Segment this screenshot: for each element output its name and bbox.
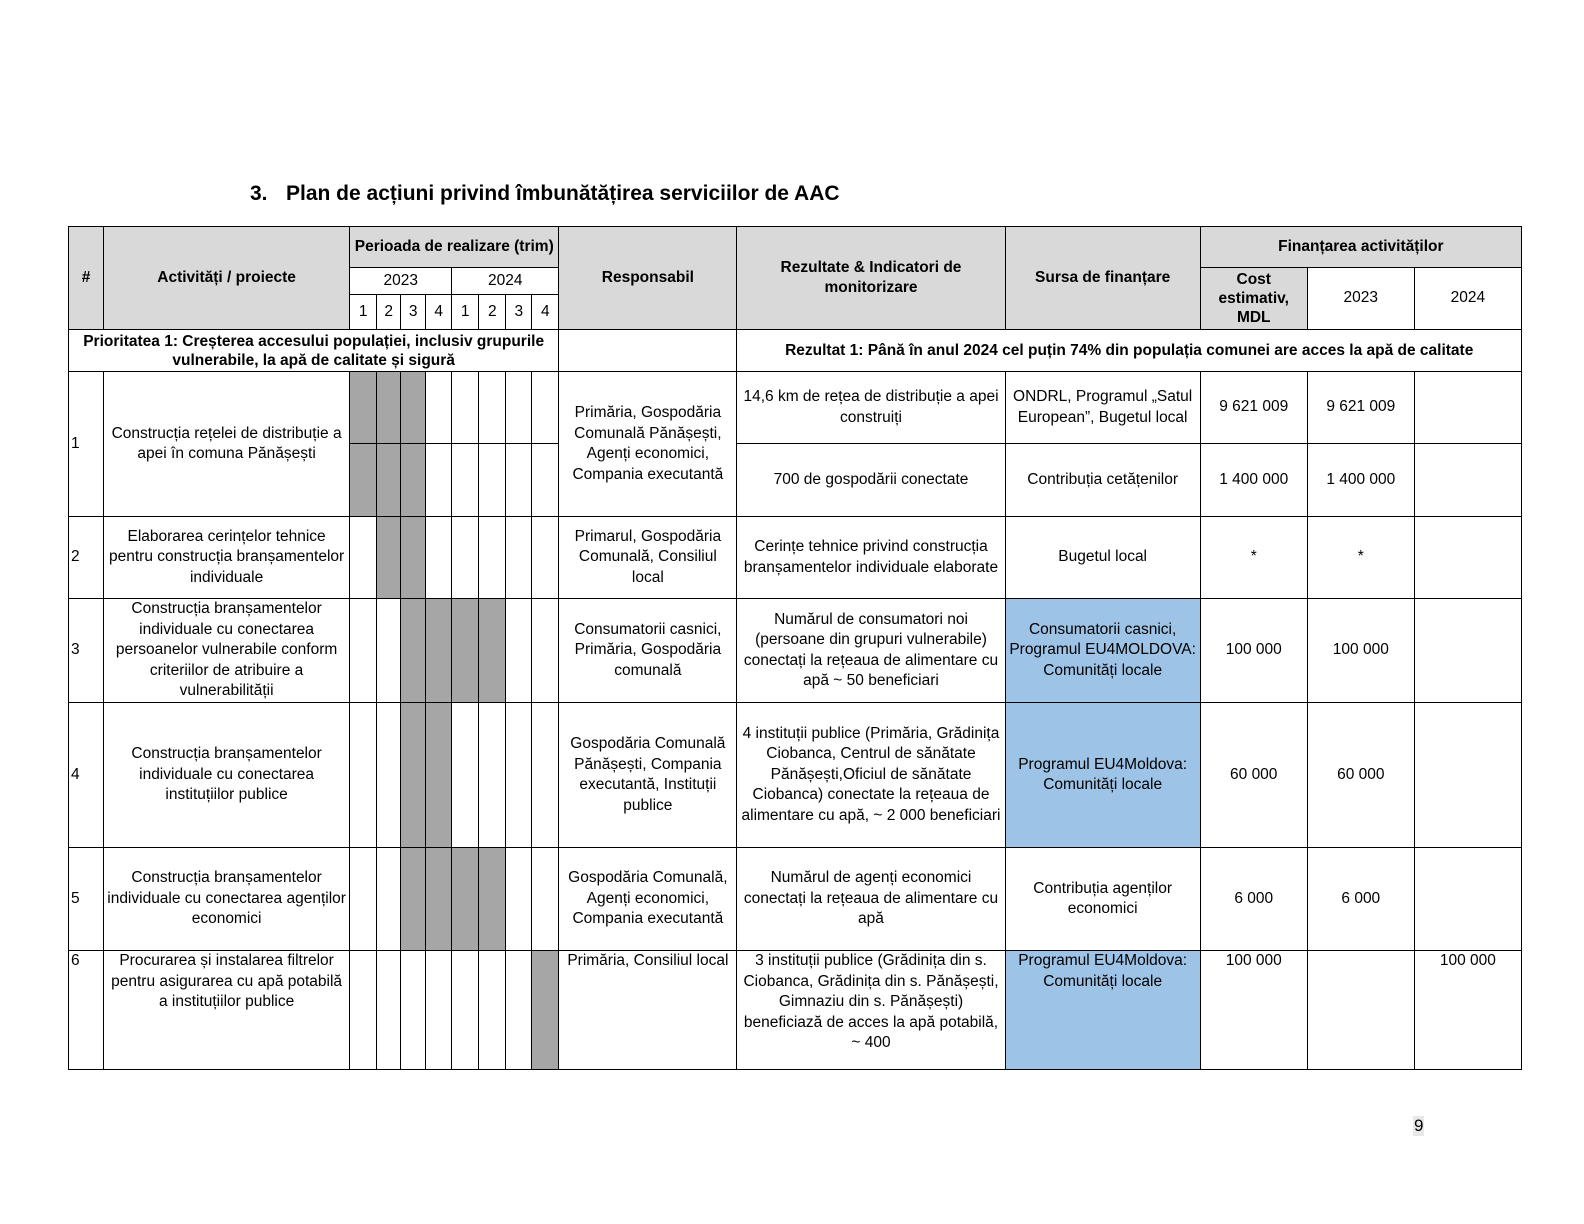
source-cell: Programul EU4Moldova: Comunități locale (1005, 703, 1200, 848)
gantt-cell (426, 848, 452, 951)
row-number: 2 (69, 517, 104, 599)
cost-cell: 100 000 (1200, 599, 1307, 703)
gantt-cell (506, 951, 532, 1070)
gantt-cell (532, 703, 559, 848)
gantt-cell (377, 703, 401, 848)
gantt-cell (506, 703, 532, 848)
responsible-cell: Primarul, Gospodăria Comunală, Consiliul local (559, 517, 737, 599)
gantt-cell (426, 444, 452, 517)
action-plan-table (68, 226, 1522, 1070)
fin-2024-cell (1414, 599, 1521, 703)
gantt-cell (401, 372, 426, 444)
gantt-cell (350, 703, 377, 848)
header-quarter: 4 (426, 295, 452, 330)
gantt-cell (401, 703, 426, 848)
fin-2023-cell: 1 400 000 (1307, 444, 1414, 517)
result-cell: 700 de gospodării conectate (737, 444, 1005, 517)
gantt-cell (350, 951, 377, 1070)
gantt-cell (377, 951, 401, 1070)
priority-text: Prioritatea 1: Creșterea accesului populației, inclusiv grupurile vulnerabile, la apă de calitate și sigură (69, 330, 559, 372)
gantt-cell (506, 517, 532, 599)
header-results: Rezultate & Indicatori de monitorizare (737, 227, 1005, 330)
row-number: 5 (69, 848, 104, 951)
header-year-2023: 2023 (350, 268, 452, 295)
gantt-cell (479, 372, 506, 444)
header-quarter: 3 (401, 295, 426, 330)
activity-cell: Construcția rețelei de distribuție a apei în comuna Pănășești (104, 372, 350, 517)
gantt-cell (401, 848, 426, 951)
gantt-cell (452, 848, 479, 951)
row-number: 4 (69, 703, 104, 848)
gantt-cell (452, 517, 479, 599)
fin-2024-cell (1414, 848, 1521, 951)
header-responsible: Responsabil (559, 227, 737, 330)
gantt-cell (479, 599, 506, 703)
header-quarter: 1 (452, 295, 479, 330)
responsible-cell: Primăria, Gospodăria Comunală Pănășești, Agenți economici, Compania executantă (559, 372, 737, 517)
fin-2023-cell: 60 000 (1307, 703, 1414, 848)
header-activities: Activități / proiecte (104, 227, 350, 330)
table-row (69, 599, 1522, 703)
gantt-cell (532, 517, 559, 599)
gantt-cell (401, 517, 426, 599)
responsible-cell: Primăria, Consiliul local (559, 951, 737, 1070)
gantt-cell (426, 703, 452, 848)
gantt-cell (479, 444, 506, 517)
cost-cell: 1 400 000 (1200, 444, 1307, 517)
gantt-cell (452, 444, 479, 517)
cost-cell: * (1200, 517, 1307, 599)
result-cell: Numărul de consumatori noi (persoane din grupuri vulnerabile) conectați la rețeaua de alimentare cu apă ~ 50 beneficiari (737, 599, 1005, 703)
gantt-cell (532, 951, 559, 1070)
table-row (69, 372, 1522, 444)
priority-blank-cell (559, 330, 737, 372)
table-row (69, 703, 1522, 848)
source-cell: Bugetul local (1005, 517, 1200, 599)
gantt-cell (532, 372, 559, 444)
fin-2024-cell (1414, 444, 1521, 517)
fin-2023-cell: 9 621 009 (1307, 372, 1414, 444)
fin-2023-cell (1307, 951, 1414, 1070)
header-fin-2023: 2023 (1307, 268, 1414, 330)
table-row (69, 517, 1522, 599)
table-row (69, 951, 1522, 1070)
priority-result: Rezultat 1: Până în anul 2024 cel puțin 74% din populația comunei are acces la apă de calitate (737, 330, 1522, 372)
header-period: Perioada de realizare (trim) (350, 227, 559, 268)
header-cost: Cost estimativ, MDL (1200, 268, 1307, 330)
source-cell: Contribuția agenților economici (1005, 848, 1200, 951)
gantt-cell (532, 444, 559, 517)
header-financing: Finanțarea activităților (1200, 227, 1521, 268)
header-year-2024: 2024 (452, 268, 559, 295)
gantt-cell (479, 703, 506, 848)
header-fin-2024: 2024 (1414, 268, 1521, 330)
gantt-cell (377, 517, 401, 599)
header-num: # (69, 227, 104, 330)
source-cell: Programul EU4Moldova: Comunități locale (1005, 951, 1200, 1070)
header-quarter: 1 (350, 295, 377, 330)
gantt-cell (377, 599, 401, 703)
gantt-cell (426, 951, 452, 1070)
row-number: 6 (69, 951, 104, 1070)
header-source: Sursa de finanțare (1005, 227, 1200, 330)
gantt-cell (479, 951, 506, 1070)
responsible-cell: Gospodăria Comunală, Agenți economici, Compania executantă (559, 848, 737, 951)
gantt-cell (377, 848, 401, 951)
activity-cell: Construcția branșamentelor individuale cu conectarea instituțiilor publice (104, 703, 350, 848)
gantt-cell (401, 444, 426, 517)
result-cell: 3 instituții publice (Grădinița din s. Ciobanca, Grădinița din s. Pănășești, Gimnaziu din s. Pănășești) beneficiază de acces la apă potabilă, ~ 400 (737, 951, 1005, 1070)
row-number: 3 (69, 599, 104, 703)
result-cell: Numărul de agenți economici conectați la rețeaua de alimentare cu apă (737, 848, 1005, 951)
header-quarter: 3 (506, 295, 532, 330)
fin-2023-cell: 100 000 (1307, 599, 1414, 703)
row-number: 1 (69, 372, 104, 517)
gantt-cell (506, 444, 532, 517)
cost-cell: 100 000 (1200, 951, 1307, 1070)
fin-2024-cell (1414, 372, 1521, 444)
activity-cell: Procurarea și instalarea filtrelor pentru asigurarea cu apă potabilă a instituțiilor publice (104, 951, 350, 1070)
header-quarter: 2 (377, 295, 401, 330)
table-row (69, 848, 1522, 951)
gantt-cell (532, 599, 559, 703)
fin-2024-cell (1414, 703, 1521, 848)
section-number: 3. (250, 182, 268, 205)
gantt-cell (452, 599, 479, 703)
activity-cell: Construcția branșamentelor individuale cu conectarea agenților economici (104, 848, 350, 951)
result-cell: Cerințe tehnice privind construcția branșamentelor individuale elaborate (737, 517, 1005, 599)
gantt-cell (452, 703, 479, 848)
gantt-cell (350, 444, 377, 517)
gantt-cell (506, 848, 532, 951)
gantt-cell (426, 599, 452, 703)
responsible-cell: Consumatorii casnici, Primăria, Gospodăria comunală (559, 599, 737, 703)
gantt-cell (350, 848, 377, 951)
gantt-cell (506, 372, 532, 444)
result-cell: 4 instituții publice (Primăria, Grădinița Ciobanca, Centrul de sănătate Pănășești,Oficiul de sănătate Ciobanca) conectate la rețeaua de alimentare cu apă, ~ 2 000 beneficiari (737, 703, 1005, 848)
source-cell: Contribuția cetățenilor (1005, 444, 1200, 517)
header-quarter: 4 (532, 295, 559, 330)
fin-2024-cell: 100 000 (1414, 951, 1521, 1070)
section-title (250, 182, 840, 206)
gantt-cell (506, 599, 532, 703)
cost-cell: 9 621 009 (1200, 372, 1307, 444)
gantt-cell (426, 517, 452, 599)
gantt-cell (452, 372, 479, 444)
result-cell: 14,6 km de rețea de distribuție a apei construiți (737, 372, 1005, 444)
gantt-cell (426, 372, 452, 444)
gantt-cell (401, 599, 426, 703)
header-quarter: 2 (479, 295, 506, 330)
cost-cell: 60 000 (1200, 703, 1307, 848)
gantt-cell (377, 444, 401, 517)
cost-cell: 6 000 (1200, 848, 1307, 951)
gantt-cell (452, 951, 479, 1070)
fin-2024-cell (1414, 517, 1521, 599)
fin-2023-cell: * (1307, 517, 1414, 599)
source-cell: ONDRL, Programul „Satul European”, Bugetul local (1005, 372, 1200, 444)
fin-2023-cell: 6 000 (1307, 848, 1414, 951)
source-cell: Consumatorii casnici, Programul EU4MOLDOVA: Comunități locale (1005, 599, 1200, 703)
activity-cell: Elaborarea cerințelor tehnice pentru construcția branșamentelor individuale (104, 517, 350, 599)
activity-cell: Construcția branșamentelor individuale cu conectarea persoanelor vulnerabile conform criteriilor de atribuire a vulnerabilității (104, 599, 350, 703)
page-number: 9 (1414, 1116, 1424, 1135)
responsible-cell: Gospodăria Comunală Pănășești, Compania executantă, Instituții publice (559, 703, 737, 848)
gantt-cell (479, 517, 506, 599)
gantt-cell (532, 848, 559, 951)
gantt-cell (479, 848, 506, 951)
gantt-cell (377, 372, 401, 444)
gantt-cell (350, 599, 377, 703)
section-title-text: Plan de acțiuni privind îmbunătățirea serviciilor de AAC (286, 182, 840, 205)
gantt-cell (350, 372, 377, 444)
gantt-cell (401, 951, 426, 1070)
gantt-cell (350, 517, 377, 599)
